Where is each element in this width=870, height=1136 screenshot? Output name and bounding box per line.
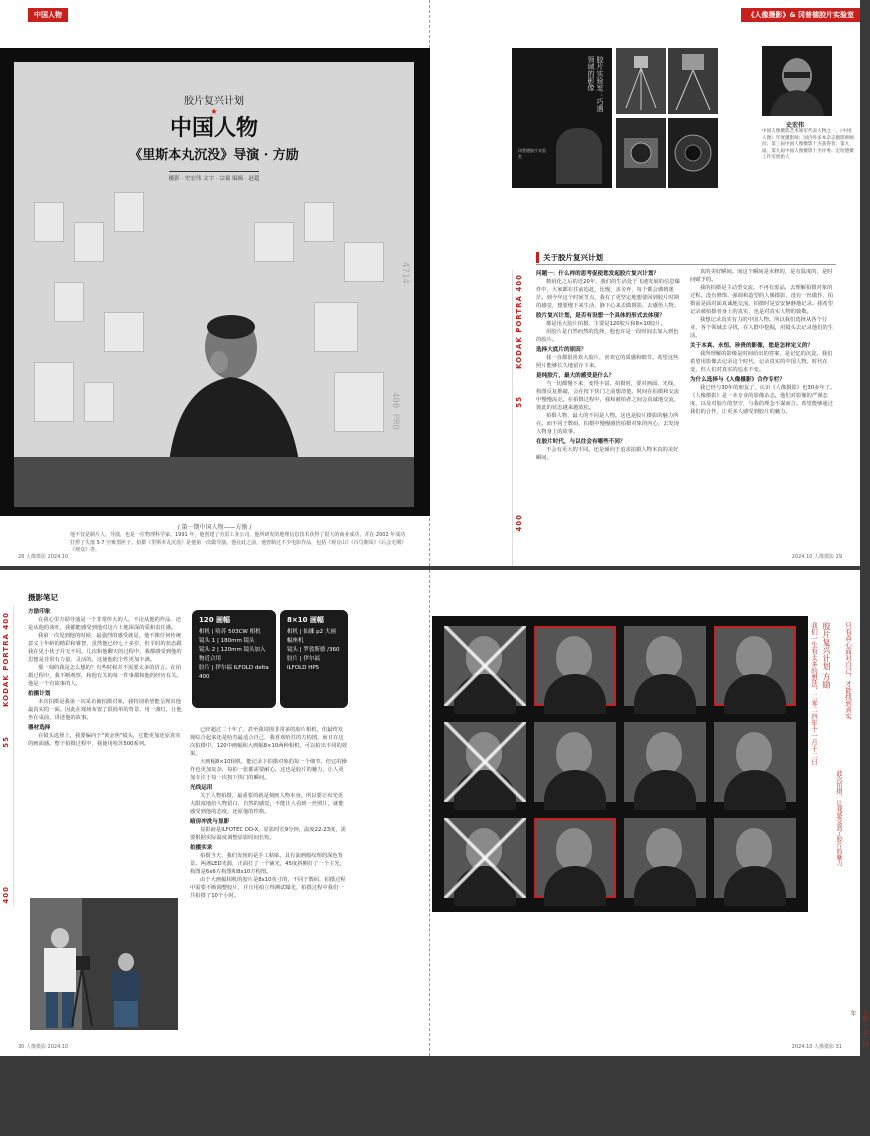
folio: 30 人像摄影 2024.10 xyxy=(18,1044,69,1050)
subtitle: 《里斯本丸沉没》导演 · 方励 xyxy=(129,148,299,163)
spec-line: 胶片 | 伊尔福 ILFOLD HP5 xyxy=(287,656,320,671)
book-title: 胶片实验室：巧遇领域的影像 xyxy=(587,56,604,112)
spec-box-8x10 xyxy=(280,610,348,708)
question: 拍摄计划 xyxy=(28,691,51,697)
behind-the-scenes-photo xyxy=(30,898,178,1030)
contact-frame xyxy=(714,626,796,706)
hero-photo xyxy=(0,48,430,516)
paragraph: 在我心里方励导演是一个非常传大的人。不论从他的作品、还是从他的谈吐，我都能感受到他对这片土地深深的爱和责任感。 xyxy=(28,617,182,631)
paragraph: 用胶片是自然而然的选择，他也许是一段时间去加入到色的胶片。 xyxy=(536,329,679,343)
paragraph: 我想记录真实有力的中国人物。所以我们选择从各个行业、各个领域去寻找，在人群中挖掘，用镜头去记录他们的生活。 xyxy=(690,317,834,339)
article-column-2 xyxy=(690,268,836,550)
paragraph: 当一切都慢下来，变得丰富。拍摄时，要对画面、光线、构图反复推敲，会在按下快门之前想清楚。时间在拍摄和交流中慢慢流走。在拍摄过程中，我和被拍者之间会真诚地交流，彼此的状态越来越放松。 xyxy=(536,381,680,411)
paragraph: 已经超过二十年了，甚至我周围非常多的胶片相机，但最终发现综合起来还是哈苏最适合自己，我喜欢哈苏的方构图，而且在这次拍摄中，120中画幅和大画幅8×10两种相机，可以拍出不同的效果。 xyxy=(190,727,348,757)
film-strip-num-a: 55 xyxy=(2,736,10,748)
contact-sheet xyxy=(432,616,808,912)
film-strip-num-a: 55 xyxy=(515,396,523,408)
folio: 28 人像摄影 2024.10 xyxy=(18,554,69,560)
film-edge-code: 4714 xyxy=(400,262,410,284)
photographer-avatar xyxy=(762,46,832,116)
paragraph: 我第一次见到他的时候，最强烈的感受就是，他不像任何传统意义上年龄的精彩和睿智，虽然他已经七十多岁，但平时的状态跟我在见小伙子并无不同。几次和他聊天的过程中，我都感受到他的思想是非常有力量、灵活的，这使他的个性更加丰满。 xyxy=(28,633,182,663)
paragraph: 由于大画幅相机的胶片是8x10英寸的，不同于数码，拍摄过程中需要不断调整胶片，并且用拍立得测试曝光，拍摄过程中我们一共拍摄了10个小时。 xyxy=(190,877,346,899)
contact-frame xyxy=(444,626,526,706)
page-29 xyxy=(430,0,860,566)
paragraph: 我一直都很喜欢大胶片，喜欢它的质感和细节。希望这些照片能够长久地留存下来。 xyxy=(536,355,679,369)
folio: 2024.10 人像摄影 31 xyxy=(791,1044,842,1050)
film-strip xyxy=(0,606,14,906)
paragraph: 拍摄人物，最大的不同是人物。这也是胶片摄影的魅力所在。而不同于数码，拍摄中慢慢感悟拍摄对象的内心，去发现人物身上的故事。 xyxy=(536,413,680,435)
tripod-photo xyxy=(616,48,666,114)
signature-col-5: 方励 二零二四年 xyxy=(849,1010,868,1048)
section-tab: 中国人物 xyxy=(28,8,68,22)
question: 拍摄实录 xyxy=(190,845,213,851)
contact-frame xyxy=(534,818,616,898)
photographer-name: 史宏伟 xyxy=(786,122,805,129)
spec-title: 8×10 画幅 xyxy=(287,616,324,624)
spec-title: 120 画幅 xyxy=(199,616,231,624)
title: 中国人物 xyxy=(169,115,258,141)
contact-frame xyxy=(624,818,706,898)
paragraph: 数码化之后的近20年，我们的生活处于飞速发展的信息爆炸中，大家都在往前追赶，比慢、求舍弃、每个都会感到迷茫。到今年这个时间节点，我有了更坚定地想要回到胶片时期的感觉，想要慢下来生活，静下心来去做摄影，去感悟人物。 xyxy=(536,279,680,309)
page-30 xyxy=(0,570,430,1056)
contact-frame xyxy=(714,722,796,802)
section-title: 关于胶片复兴计划 xyxy=(536,252,603,263)
notes-column-1 xyxy=(28,606,182,888)
book-sub: 冈普德胶片实验室 xyxy=(518,148,546,159)
question: 光线运用 xyxy=(190,785,213,791)
paragraph: 我所理解的影像是时间给出的答案，是记忆的沉淀。我们希望用影像去记录这个时代，记录真实的中国人物。时代在变，但人们对真实的追求不变。 xyxy=(690,351,833,373)
film-strip xyxy=(512,270,526,566)
paragraph: 真的美好瞬间。而这个瞬间是未修的，是有温度的，是时间赋予的。 xyxy=(690,269,833,283)
header-tab: 《人像摄影》& 冈普德胶片实验室 xyxy=(741,8,860,22)
contact-frame xyxy=(714,818,796,898)
question: 是纯胶片，最大的感受是什么？ xyxy=(536,373,615,379)
signature-col-3: 只有真心面对自己，才能找到真实 xyxy=(844,622,852,720)
tripod-photo-2 xyxy=(668,48,718,114)
contact-frame xyxy=(444,818,526,898)
paragraph: 都是用大胶片拍摄，主要是120胶片和8×10胶片。 xyxy=(546,321,667,327)
question: 在胶片时代，与以往会有哪些不同？ xyxy=(536,439,626,445)
credits: 摄影 · 史宏伟 文字 · 宗寰 编辑 · 赵超 xyxy=(169,171,260,182)
article-column-1 xyxy=(536,268,682,550)
book-photo xyxy=(556,128,602,184)
lens-photo xyxy=(668,118,718,188)
spec-line: 镜头 1 | 180mm 镜头 xyxy=(199,638,255,644)
spec-line: 镜头 | 罗敦斯德 /360 xyxy=(287,647,340,653)
photographer-bio: 中国人像摄影艺术领军代表人物之一，《中国人像》年度摄影师；国内外多本杂志摄影师顾问；第三届中国人像摄影十杰获得者；第九届、第九届中国人像摄影十杰评委；宏哈德摄工作室创始人 xyxy=(762,129,854,160)
paragraph: 关于人物拍摄，最重要的就是刻画人物本身。所以要让布光更大限度地给人物留白，自然的感觉，不能让人看到一丝照片，就能感受到他的态度，还原他的性格。 xyxy=(190,793,344,815)
question: 暗房冲洗与显影 xyxy=(190,819,230,825)
contact-frame xyxy=(624,626,706,706)
star-icon: ★ xyxy=(210,107,218,116)
intro-text: 他不仅是制片人、导演，也是一位物理科学家。1991 年，他创建了劳雷工业公司。他所研发的地理信息技术获得了很大的商业成功，并在 2002 年成功打捞了失落 5·7 空难黑匣子。拍摄《里斯本丸沉没》是他第一次做导演。他在此之前，他曾制过不少电影作品，包括《观音山》《百鸟朝凤》《后会无期》《观众》等。 xyxy=(70,532,407,553)
paragraph: 拍摄当天，我们发现的是手工粘贴。具有油画般纹理的深色背景。两盏LED光源，正面打了一个铺光，45度斜侧打了一个主光，构图是6x6方构图和8x10方构图。 xyxy=(190,853,345,875)
contact-frame xyxy=(624,722,706,802)
signature-col-4: 此次拍摄，让我感受到了胶片的魅力 xyxy=(835,770,842,866)
paragraph: 本次拍摄是我第一次采访被拍摄对象，我特别希望能呈现出他最真实的一面。因此在现场布置了很简单的背景，用一盏灯，让他坐在桌前，讲述他的故事。 xyxy=(28,699,182,721)
question: 为什么选择与《人像摄影》合作专栏？ xyxy=(690,377,786,383)
signature-col-2: 我们一生有太多的想法，二零二四年十一月十二日 xyxy=(810,622,818,765)
contact-frame xyxy=(534,626,616,706)
contact-frame xyxy=(444,722,526,802)
spec-box-120 xyxy=(192,610,276,708)
question: 选择大底片的原因？ xyxy=(536,347,587,353)
paragraph: 我的拍摄是主动型交流。不再有废品，去理解拍摄对象的过程。没有修饰、强调和造型的人像摄影，没有一丝做作、拍摄前是面对面真诚地交流，拍摄时是安安静静地记录。我希望记录被拍摄者身上的真实，也是对真实人物的致敬。 xyxy=(690,285,834,315)
section-title: 摄影笔记 xyxy=(28,593,58,602)
question: 胶片复兴计划，是否有设想一个具体的形式去体现？ xyxy=(536,313,665,319)
question: 方励印象 xyxy=(28,609,51,615)
spec-line: 相机 | 哈苏 503CW 相机 xyxy=(199,629,261,635)
camera-photo xyxy=(616,118,666,188)
film-strip-label: KODAK PORTRA 400 xyxy=(2,612,10,707)
notes-column-2 xyxy=(190,726,348,1026)
page-28 xyxy=(0,0,430,566)
hero-photo-frame xyxy=(14,62,414,506)
spec-line: 镜头 2 | 120mm 镜头加入物近合用 xyxy=(199,647,266,662)
question: 关于本真、永恒、珍贵的影像，您是怎样定义的？ xyxy=(690,343,814,349)
kicker: 胶片复兴计划 xyxy=(184,96,244,107)
contact-frame xyxy=(534,722,616,802)
paragraph: 显影液是ILFOTEC DD-X。显影时长9分钟，温度22-23度，需要根据实际温度调整显影时间长短。 xyxy=(190,827,346,841)
paragraph: 在镜头选择上，我要偏向于"黄金焦"镜头，它能更加还原真实的画面感。整个拍摄过程中，我使用哈苏500系列。 xyxy=(28,733,181,747)
paragraph: 不会有更大的不同。还是倾向于追求拍摄人物本真的美好瞬间。 xyxy=(536,447,679,461)
paragraph: 大画幅8×10相机，能记录下拍摄对象的每一个细节。但它的操作也更加复杂，每拍一张都需要耐心。这也是胶片的魅力，让人更加专注于每一次按下快门的瞬间。 xyxy=(190,759,347,781)
question: 问题一：什么样的思考促使您发起胶片复兴计划？ xyxy=(536,271,660,277)
question: 器材选择 xyxy=(28,725,51,731)
director-portrait xyxy=(159,307,309,462)
film-strip-label: KODAK PORTRA 400 xyxy=(515,274,523,369)
folio: 2024.10 人像摄影 29 xyxy=(791,554,842,560)
paragraph: 我已经与30年的朋友了，认识《人像摄影》也30多年了。《人像摄影》是一本专业的影像杂志，他们对影像的严谨态度，以及对胶片的坚守，与我的理念不谋而合。希望能够通过我们的合作，让更多人感受到胶片的魅力。 xyxy=(690,385,836,415)
film-edge-code-b: 400 PRO xyxy=(390,392,400,430)
film-strip-num-b: 400 xyxy=(2,886,10,904)
book-cover xyxy=(512,48,612,188)
spec-line: 相机 | 仙娜 p2 大画幅座机 xyxy=(287,629,336,644)
paragraph: 那一刻的我是怎么想的？有些时候并不需要太多的语言。在拍摄过程中，我不断观察，和他有关的每一件事都和他的经历有关。他是一个有故事的人。 xyxy=(28,665,182,687)
signature-col-1: 胶片复兴计划 方励 xyxy=(822,622,831,689)
photo-caption: / 第一期中国人物——方励 / xyxy=(177,524,252,531)
film-strip-num-b: 400 xyxy=(515,514,523,532)
spec-line: 胶片 | 伊尔福 ILFOLD delta 400 xyxy=(199,665,269,680)
